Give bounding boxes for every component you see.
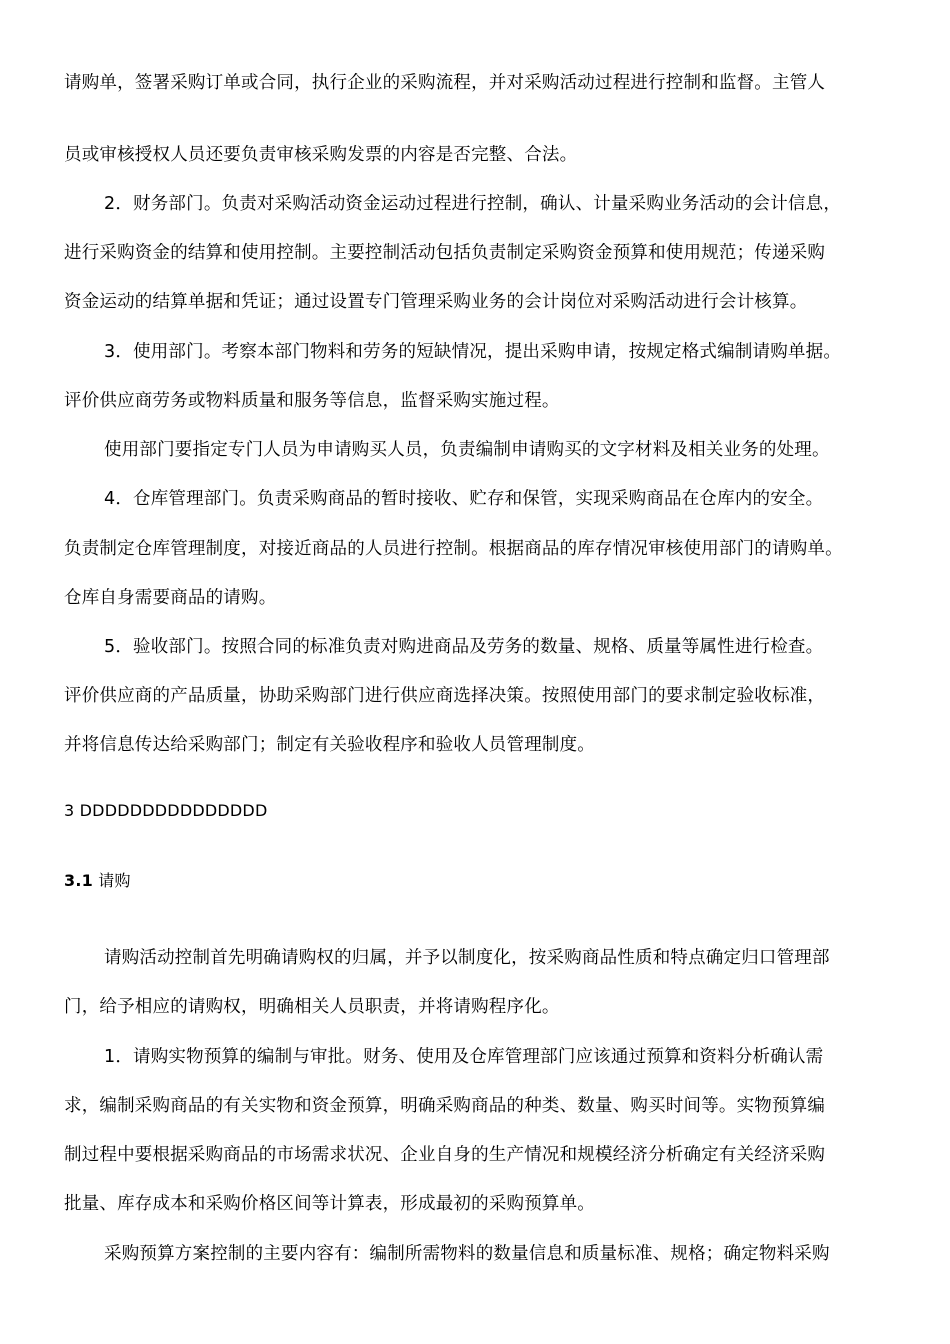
paragraph-line: 采购预算方案控制的主要内容有：编制所需物料的数量信息和质量标准、规格；确定物料采购 bbox=[104, 1244, 830, 1264]
subsection-heading bbox=[64, 869, 894, 893]
paragraph-line: 门，给予相应的请购权，明确相关人员职责，并将请购程序化。 bbox=[64, 997, 560, 1017]
paragraph-line: 批量、库存成本和采购价格区间等计算表，形成最初的采购预算单。 bbox=[64, 1194, 595, 1214]
paragraph-line: 1．请购实物预算的编制与审批。财务、使用及仓库管理部门应该通过预算和资料分析确认需 bbox=[104, 1047, 824, 1067]
paragraph-line: 3．使用部门。考察本部门物料和劳务的短缺情况，提出采购申请，按规定格式编制请购单据。 bbox=[104, 342, 842, 362]
section-heading: 3 DDDDDDDDDDDDDDD bbox=[64, 801, 268, 820]
paragraph-line: 求，编制采购商品的有关实物和资金预算，明确采购商品的种类、数量、购买时间等。实物预算编 bbox=[64, 1096, 826, 1116]
paragraph-line: 5．验收部门。按照合同的标准负责对购进商品及劳务的数量、规格、质量等属性进行检查。 bbox=[104, 637, 824, 657]
paragraph-line: 仓库自身需要商品的请购。 bbox=[64, 588, 277, 608]
paragraph-line: 员或审核授权人员还要负责审核采购发票的内容是否完整、合法。 bbox=[64, 145, 578, 165]
paragraph-line: 请购活动控制首先明确请购权的归属，并予以制度化，按采购商品性质和特点确定归口管理部 bbox=[104, 948, 830, 968]
paragraph-line: 进行采购资金的结算和使用控制。主要控制活动包括负责制定采购资金预算和使用规范；传递采购 bbox=[64, 243, 826, 263]
paragraph-line: 并将信息传达给采购部门；制定有关验收程序和验收人员管理制度。 bbox=[64, 735, 595, 755]
subsection-title: 请购 bbox=[92, 871, 131, 890]
paragraph-line: 使用部门要指定专门人员为申请购买人员，负责编制申请购买的文字材料及相关业务的处理。 bbox=[104, 440, 830, 460]
subsection-number: 3.1 bbox=[64, 871, 93, 890]
paragraph-line: 4．仓库管理部门。负责采购商品的暂时接收、贮存和保管，实现采购商品在仓库内的安全。 bbox=[104, 489, 824, 509]
paragraph-line: 2．财务部门。负责对采购活动资金运动过程进行控制，确认、计量采购业务活动的会计信息， bbox=[104, 194, 842, 214]
paragraph-line: 资金运动的结算单据和凭证；通过设置专门管理采购业务的会计岗位对采购活动进行会计核算。 bbox=[64, 292, 808, 312]
paragraph-line: 制过程中要根据采购商品的市场需求状况、企业自身的生产情况和规模经济分析确定有关经济采购 bbox=[64, 1145, 826, 1165]
paragraph-line: 评价供应商劳务或物料质量和服务等信息，监督采购实施过程。 bbox=[64, 391, 560, 411]
paragraph-line: 评价供应商的产品质量，协助采购部门进行供应商选择决策。按照使用部门的要求制定验收标准， bbox=[64, 686, 826, 706]
paragraph-line: 请购单，签署采购订单或合同，执行企业的采购流程，并对采购活动过程进行控制和监督。主管人 bbox=[64, 73, 826, 93]
paragraph-line: 负责制定仓库管理制度，对接近商品的人员进行控制。根据商品的库存情况审核使用部门的请购单。 bbox=[64, 539, 843, 559]
